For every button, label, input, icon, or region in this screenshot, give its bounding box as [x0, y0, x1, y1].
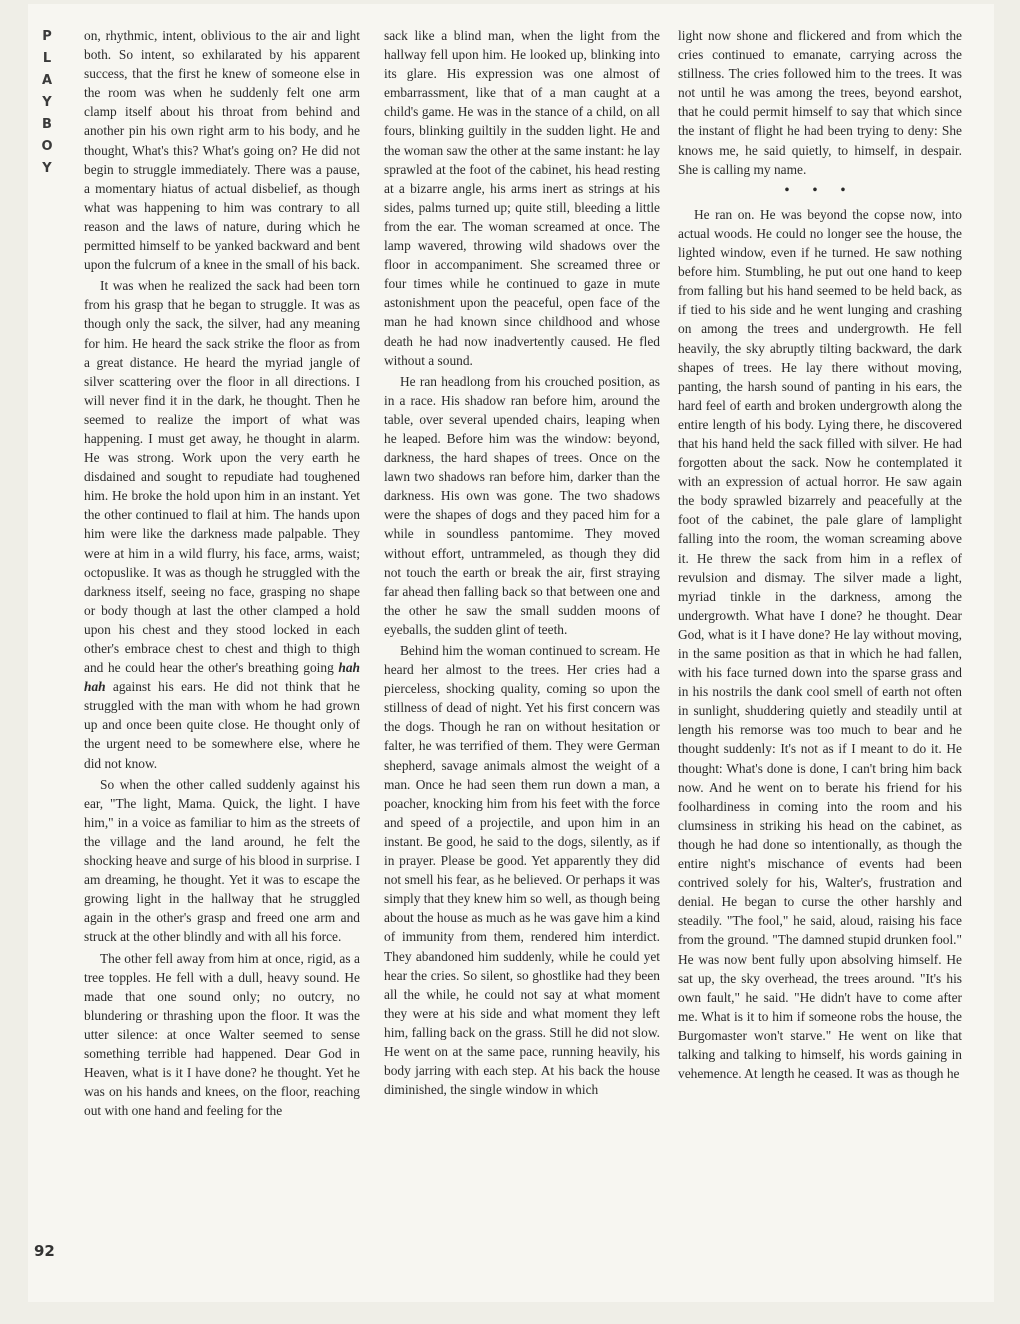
- masthead-vertical: [36, 26, 58, 180]
- text-column-1: [84, 26, 360, 1264]
- masthead-letter: Y: [42, 95, 52, 110]
- text-column-2: [384, 26, 660, 1264]
- paragraph: [84, 276, 360, 772]
- masthead-letter: P: [42, 29, 52, 44]
- paragraph: The other fell away from him at once, rigid, as a tree topples. He fell with a dull, heavy sound. He made that one sound only; no outcry, no blundering or thrashing upon the floor. It was the utter silence: at once Walter seemed to sense something terrible had happened. Dear God in Heaven, what is it I have done? he thought. Yet he was on his hands and knees, on the floor, reaching out with one hand and feeling for the: [84, 950, 360, 1119]
- paragraph: on, rhythmic, intent, oblivious to the air and light both. So intent, so exhilarated by his apparent success, that the first he knew of someone else in the room was when he suddenly felt one arm clamp itself about his throat from behind and another pin his own right arm to his body, and he thought, What's this? What's going on? He did not begin to struggle immediately. There was a pause, a momentary hiatus of actual disbelief, as though what was happening to him was contrary to all reason and the laws of nature, during which he permitted himself to be yanked backward and bent upon the fulcrum of a knee in the small of his back.: [84, 28, 360, 273]
- masthead-letter: B: [42, 117, 52, 132]
- paragraph: sack like a blind man, when the light from the hallway fell upon him. He looked up, blinking into its glare. His expression was one almost of embarrassment, like that of a man caught at a child's game. He was in the stance of a child, on all fours, blinking guiltily in the sudden light. He and the woman saw the other at the same instant: he lay sprawled at the foot of the cabinet, his head resting at a bizarre angle, his arms inert as strings at his sides, palms turned up; quite still, bleeding a little from the ear. The woman screamed at once. The lamp wavered, throwing wild shadows over the floor in accompaniment. She screamed three or four times while he continued to gaze in mute astonishment upon the peaceful, open face of the man he had known since childhood and whose death he had now inadvertently caused. He fled without a sound.: [384, 28, 660, 368]
- paragraph: Behind him the woman continued to scream. He heard her almost to the trees. Her cries had a pierceless, shocking quality, coming so upon the stillness of dead of night. Yet his first concern was the dogs. Though he ran on without hesitation or falter, he was terrified of them. They were German shepherd, savage animals almost the weight of a man. Once he had seen them run down a man, a poacher, knocking him from his feet with the force and speed of a projectile, and upon him in an instant. Be good, he said to the dogs, silently, as if in prayer. Please be good. Yet apparently they did not smell his fear, as he believed. Or perhaps it was simply that they knew him so well, as though being about the house as much as he was gave him a kind of immunity from them, rendered him interdict. They abandoned him suddenly, while he could yet hear the cries. So silent, so ghostlike had they been all the while, he could not say at what moment they were at his side and what moment they left him, falling back on the grass. Still he did not slow. He went on at the same pace, running heavily, his body jarring with each step. At his back the house diminished, the single window in which: [384, 643, 660, 1098]
- masthead-letter: Y: [42, 161, 52, 176]
- paragraph: He ran headlong from his crouched position, as in a race. His shadow ran before him, around the table, over several upended chairs, leaping when he leaped. Before him was the window: beyond, darkness, the hard shapes of trees. Once on the lawn two shadows ran before him, darker than the darkness. His own was gone. The two shadows were the shapes of dogs and they paced him for a while in soundless pantomime. They moved without effort, untrammeled, as though they did not touch the earth or break the air, first straying far ahead then falling back so that between one and the other he saw the small sudden moons of eyeballs, the sudden glint of teeth.: [384, 373, 660, 637]
- masthead-letter: A: [41, 73, 53, 88]
- paragraph: He ran on. He was beyond the copse now, into actual woods. He could no longer see the house, the lighted window, even if he turned. He saw nothing before him. Stumbling, he put out one hand to keep from falling but his hand seemed to be held back, as if tied to his side and he went lunging and crashing on among the trees and undergrowth. He fell heavily, the sky abruptly tilting backward, the dark shapes of trees. He lay there without moving, panting, the harsh sound of panting in his ears, the hard feel of earth and broken undergrowth along the entire length of his body. Lying there, he discovered that his hand held the sack filled with silver. He had forgotten about the sack. Now he contemplated it with an expression of actual horror. He saw again the body sprawled bizarrely and peacefully at the foot of the cabinet, the pale glare of lamplight falling into the room, the woman screaming above it. He threw the sack from him in a reflex of revulsion and dismay. The silver made a light, myriad tinkle in the darkness, among the undergrowth. What have I done? he thought. Dear God, what is it I have done? He lay without moving, in the same position as that in which he had fallen, with his face turned down into the sparse grass and in his nostrils the dank cool smell of earth not often in sunlight, shuddering quietly and steadily until at length his remorse was too much to bear and he thought suddenly: It's not as if I meant to do it. He thought: What's done is done, I can't bring him back now. And he went on to berate his friend for his foolhardiness in coming into the room and his clumsiness in striking his head on the cabinet, as though he had done so intentionally, as though the entire night's mischance of events had been contrived solely for his, Walter's, frustration and denial. He began to curse the other harshly and steadily. "The fool," he said, aloud, raising his face from the ground. "The damned stupid drunken fool." He was now bent fully upon absolving himself. He sat up, the sky overhead, the trees around. "It's his own fault," he said. "He didn't have to come after me. What is it to him if someone robs the house, the Burgomaster won't starve." He went on like that talking and talking to himself, his words gaining in vehemence. At length he ceased. It was as though he: [678, 206, 962, 1082]
- paragraph: So when the other called suddenly against his ear, "The light, Mama. Quick, the light. I have him," in a voice as familiar to him as the streets of the village and the land around, he felt the shocking heave and surge of his blood in surprise. I am dreaming, he thought. Yet it was to escape the growing light in the hallway that he struggled again in the other's grasp and freed one arm and struck at the other blindly and with all his force.: [84, 776, 360, 945]
- paragraph-text: against his ears. He did not think that he struggled with the man with whom he had grown up and once been quite close. He thought only of the urgent need to be somewhere else, where he did not know.: [84, 679, 360, 771]
- masthead-letter: L: [42, 51, 52, 66]
- paragraph: light now shone and flickered and from which the cries continued to emanate, carrying across the stillness. The cries followed him to the trees. It was not until he was among the trees, beyond earshot, that he could permit himself to say that which since the instant of flight he had been trying to deny: She knows me, he said quietly, to himself, in despair. She is calling my name.: [678, 28, 962, 177]
- masthead-letter: O: [41, 139, 53, 154]
- magazine-page: [28, 4, 994, 1302]
- page-number: 92: [34, 1242, 55, 1260]
- italic-phrase: hah hah: [84, 660, 360, 695]
- text-column-3: [678, 26, 962, 1264]
- section-break-dots: • • •: [784, 181, 856, 197]
- paragraph-text: It was when he realized the sack had been torn from his grasp that he began to struggle. It was as though only the sack, the silver, had any meaning for him. He heard the sack strike the floor as from a great distance. He heard the myriad jangle of silver scattering over the floor in all directions. I will never find it in the dark, he thought. Then he seemed to realize the import of what was happening. I must get away, he thought in alarm. He was strong. Work upon the very earth he disdained and sought to repudiate had toughened him. He broke the hold upon him in an instant. Yet the other continued to flail at him. The hands upon him were like the darkness made palpable. They were at him in a wild flurry, his face, arms, waist; octopuslike. It was as though he struggled with the darkness itself, seeing no face, grasping no shape or body though at last the other clamped a hold upon his chest and they stood locked in each other's embrace chest to chest and thigh to thigh and he could hear the other's breathing going: [84, 278, 360, 676]
